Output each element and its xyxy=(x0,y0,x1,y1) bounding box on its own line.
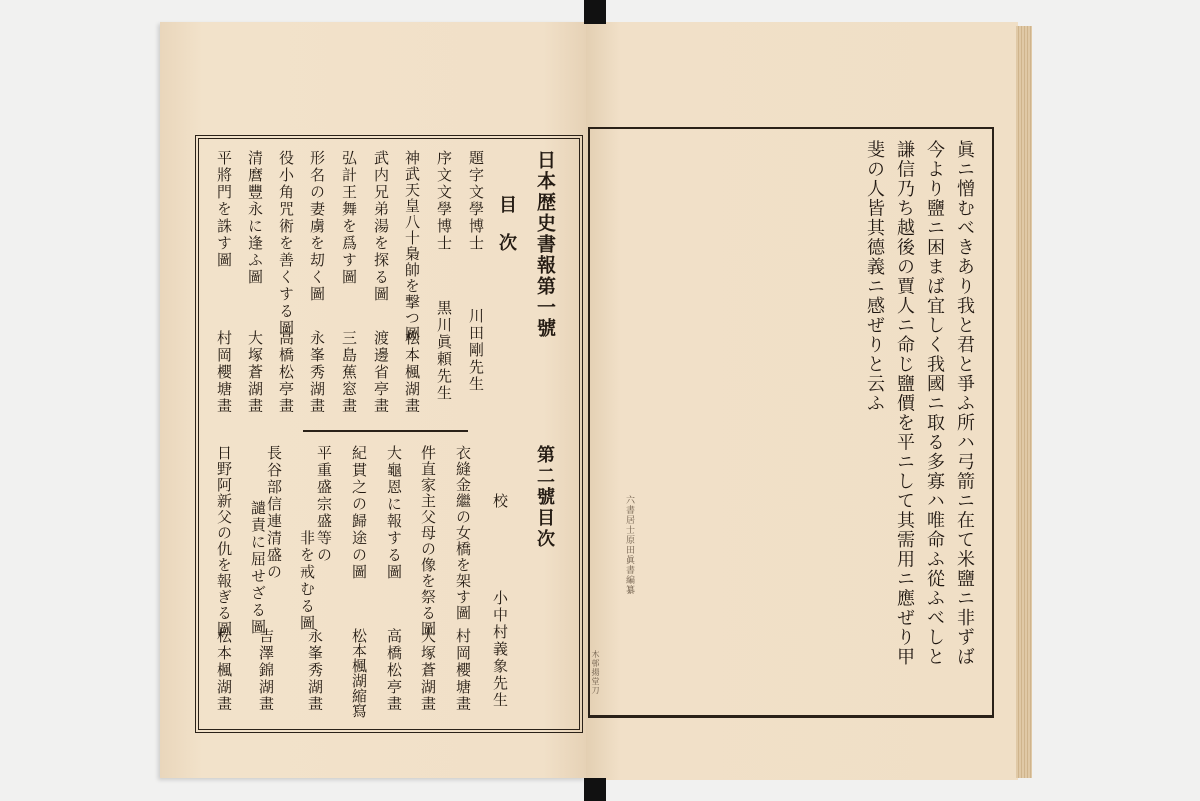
issue2-heading: 第二號目次 xyxy=(534,445,555,550)
toc-entry-artist: 黒川眞頼先生 xyxy=(435,300,453,402)
toc-entry-artist: 村岡櫻塘畫 xyxy=(215,330,233,415)
toc-entry-artist: 永峯秀湖畫 xyxy=(308,330,326,415)
toc-entry-title: 序文文學博士 xyxy=(435,150,453,252)
toc2-entry-artist: 吉澤錦湖畫 xyxy=(257,628,275,713)
editor-name: 小中村義象先生 xyxy=(491,590,509,709)
toc2-entry-artist: 高橋松亭畫 xyxy=(385,628,403,713)
toc-entry-artist: 三島蕉窓畫 xyxy=(340,330,358,415)
editor-label: 校 xyxy=(491,493,509,510)
toc-entry-title: 平將門を誅す圖 xyxy=(215,150,233,269)
toc-entry-artist: 渡邊省亭畫 xyxy=(372,330,390,415)
toc-entry-artist: 松本楓湖畫 xyxy=(403,330,421,415)
toc2-entry-title-cont: 非を戒むる圖 xyxy=(298,530,316,632)
toc2-entry-title-cont: 譴責に屈せざる圖 xyxy=(249,500,267,636)
publication-title: 日本歴史書報第一號 xyxy=(534,150,556,339)
text-line: 斐の人皆其德義ニ感ぜりと云ふ xyxy=(864,140,885,413)
toc2-entry-title: 紀貫之の歸途の圖 xyxy=(350,445,368,581)
toc2-entry-artist: 大塚蒼湖畫 xyxy=(419,628,437,713)
toc-heading: 目次 xyxy=(496,195,517,271)
toc2-entry-title: 大龜恩に報する圖 xyxy=(385,445,403,581)
toc-entry-title: 形名の妻虜を刧く圖 xyxy=(308,150,326,303)
toc2-entry-artist: 松本楓湖畫 xyxy=(215,628,233,713)
book-spine xyxy=(584,0,606,24)
toc2-entry-title: 長谷部信連清盛の xyxy=(265,445,283,581)
toc-entry-title: 題字文學博士 xyxy=(467,150,485,252)
text-line: 謙信乃ち越後の賈人ニ命じ鹽價を平ニして其需用ニ應ぜり甲 xyxy=(894,140,915,667)
toc2-entry-title: 衣縫金繼の女橋を架す圖 xyxy=(454,445,472,621)
toc-entry-title: 弘計王舞を爲す圖 xyxy=(340,150,358,286)
toc-entry-title: 神武天皇八十梟帥を撃つ圖 xyxy=(403,150,421,342)
toc-entry-artist: 川田剛先生 xyxy=(467,308,485,393)
toc2-entry-artist: 永峯秀湖畫 xyxy=(306,628,324,713)
toc-entry-title: 役小角咒術を善くする圖 xyxy=(277,150,295,337)
text-line: 眞ニ憎むべきあり我と君と爭ふ所ハ弓箭ニ在て米鹽ニ非ずば xyxy=(954,140,975,667)
calligrapher-credit: 六書居士原田眞書編纂 xyxy=(624,495,634,595)
engraver-credit: 木邨揚堂刀 xyxy=(591,650,600,695)
toc2-entry-title: 件直家主父母の像を祭る圖 xyxy=(419,445,437,637)
toc-entry-artist: 高橋松亭畫 xyxy=(277,330,295,415)
toc-entry-artist: 大塚蒼湖畫 xyxy=(246,330,264,415)
toc2-entry-title: 日野阿新父の仇を報ぎる圖 xyxy=(215,445,233,637)
toc-entry-title: 清麿豐永に逢ふ圖 xyxy=(246,150,264,286)
page-edges xyxy=(1016,26,1032,778)
text-line: 今より鹽ニ困まば宜しく我國ニ取る多寡ハ唯命ふ從ふべしと xyxy=(924,140,945,667)
book-spine-bottom xyxy=(584,778,606,801)
toc-entry-title: 武内兄弟湯を探る圖 xyxy=(372,150,390,303)
toc2-entry-title: 平重盛宗盛等の xyxy=(315,445,333,564)
toc2-entry-artist: 松本楓湖縮寫 xyxy=(350,628,368,718)
section-divider xyxy=(303,430,468,432)
toc2-entry-artist: 村岡櫻塘畫 xyxy=(454,628,472,713)
